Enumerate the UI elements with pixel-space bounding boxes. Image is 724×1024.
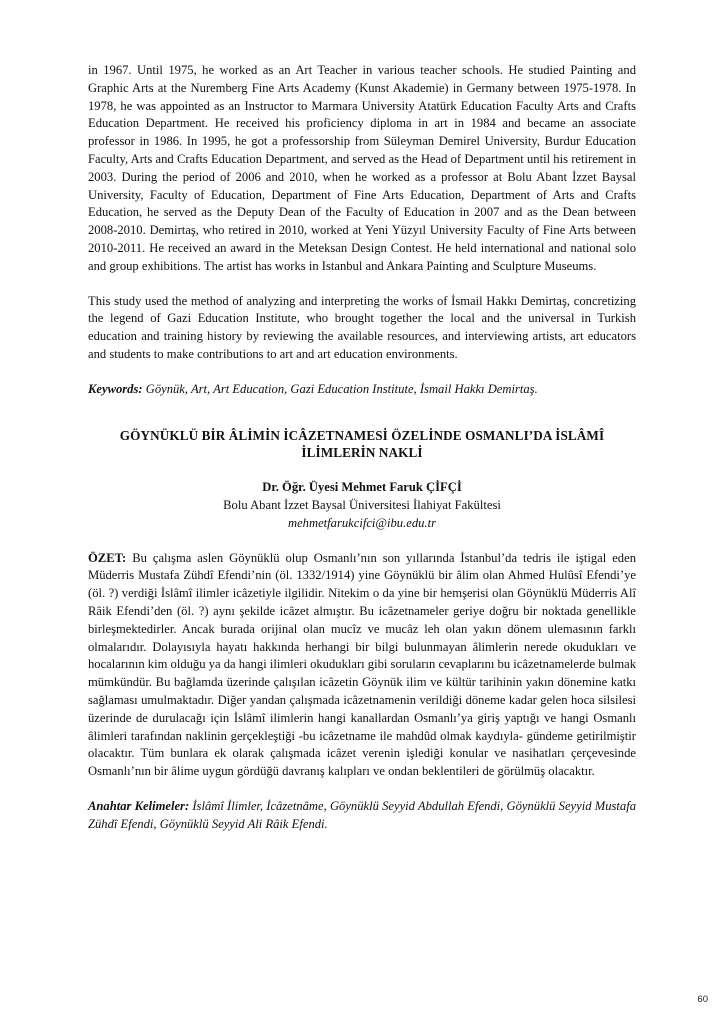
ozet-label: ÖZET: [88, 550, 127, 565]
article-title-line1: GÖYNÜKLÜ BİR ÂLİMİN İCÂZETNAMESİ ÖZELİNDE OSMANLI’DA İSLÂMÎ [119, 427, 605, 443]
author-name: Dr. Öğr. Üyesi Mehmet Faruk ÇİFÇİ [262, 480, 462, 495]
anahtar-kelimeler-line [88, 798, 636, 834]
anahtar-kelimeler-label: Anahtar Kelimeler: [88, 798, 190, 813]
keywords-text: Göynük, Art, Art Education, Gazi Education Institute, İsmail Hakkı Demirtaş. [142, 381, 538, 396]
method-paragraph: This study used the method of analyzing and interpreting the works of İsmail Hakkı Demirtaş, concretizing the legend of Gazi Education Institute, who brought together the local and the universal in Turkish education and training history by reviewing the available resources, and interviewing artists, art educators and students to make contributions to art and art education environments. [88, 293, 636, 361]
bio-paragraph: in 1967. Until 1975, he worked as an Art Teacher in various teacher schools. He studied Painting and Graphic Arts at the Nuremberg Fine Arts Academy (Kunst Akademie) in Germany between 1975-1978. In 1978, he was appointed as an Instructor to Marmara University Atatürk Education Faculty Arts and Crafts Education Department. He received his proficiency diploma in art in 1984 and became an associate professor in 1986. In 1995, he got a professorship from Süleyman Demirel University, Burdur Education Faculty, Arts and Crafts Education Department, and served as the Head of Department until his retirement in 2003. During the period of 2006 and 2010, when he worked as a professor at Bolu Abant İzzet Baysal University, Faculty of Education, Department of Fine Arts Education, Department of Arts and Crafts Education, he served as the Deputy Dean of the Faculty of Education in 2007 and as the Dean between 2008-2010. Demirtaş, who retired in 2010, worked at Yeni Yüzyıl University Faculty of Fine Arts between 2010-2011. He received an award in the Meteksan Design Contest. He held international and national solo and group exhibitions. The artist has works in Istanbul and Ankara Painting and Sculpture Museums. [88, 63, 636, 273]
article-title [88, 427, 636, 463]
author-email: mehmetfarukcifci@ibu.edu.tr [288, 515, 436, 530]
article-title-line2: İLİMLERİN NAKLİ [301, 445, 423, 461]
page-number: 60 [697, 994, 708, 1005]
page-body [88, 62, 636, 833]
author-affiliation: Bolu Abant İzzet Baysal Üniversitesi İlahiyat Fakültesi [223, 497, 501, 512]
keywords-line [88, 381, 636, 399]
anahtar-kelimeler-text: İslâmî İlimler, İcâzetnâme, Göynüklü Seyyid Abdullah Efendi, Göynüklü Seyyid Mustafa Zühdî Efendi, Göynüklü Seyyid Ali Râik Efendi. [88, 798, 636, 831]
ozet-paragraph [88, 550, 636, 781]
ozet-text: Bu çalışma aslen Göynüklü olup Osmanlı’nın son yıllarında İstanbul’da tedris ile iştigal eden Müderris Mustafa Zühdî Efendi’nin (öl. 1332/1914) yine Göynüklü bir âlim olan Ahmed Hulûsî Efendi’ye (öl. ?) verdiği İslâmî ilimler icâzetiyle ilgilidir. Nitekim o da yine bir hemşerisi olan Göynüklü Müderris Alî Râik Efendi’den (öl. ?) aynı şekilde icâzet almıştır. Bu icâzetnameler geriye doğru bir noktada genellikle birleşmektedirler. Ancak burada orijinal olan mucîz ve mucâz leh olan yakın dönem ulemasının farklı olmalarıdır. Dolayısıyla hayatı hakkında herhangi bir bilgi bulunmayan âlimlerin nerede okudukları ve hocalarının kim olduğu ya da hangi ilimleri okudukları gibi soruların cevaplarını bu icâzetnamelerde bulmak mümkündür. Bu bağlamda üzerinde çalışılan icâzetin Göynük ilim ve kültür tarihinin yakın dönemine katkı sağlaması umulmaktadır. Diğer yandan çalışmada icâzetnamenin verildiği döneme kadar gelen hoca silsilesi üzerinde de durulacağı için İslâmî ilimlerin hangi kanallardan Osmanlı’ya giriş yaptığı ve hangi Osmanlı âlimleri tarafından naklinin gerçekleştiği -bu icâzetname ile mahdûd olmak kaydıyla- gündeme getirilmiştir olacaktır. Tüm bunlara ek olarak çalışmada icâzet verenin işlediği konular ve nasihatları çerçevesinde Osmanlı’nın bir âlime uygun gördüğü davranış kalıpları ve ondan beklentileri de görülmüş olacaktır. [88, 550, 637, 779]
keywords-label: Keywords: [88, 381, 143, 396]
